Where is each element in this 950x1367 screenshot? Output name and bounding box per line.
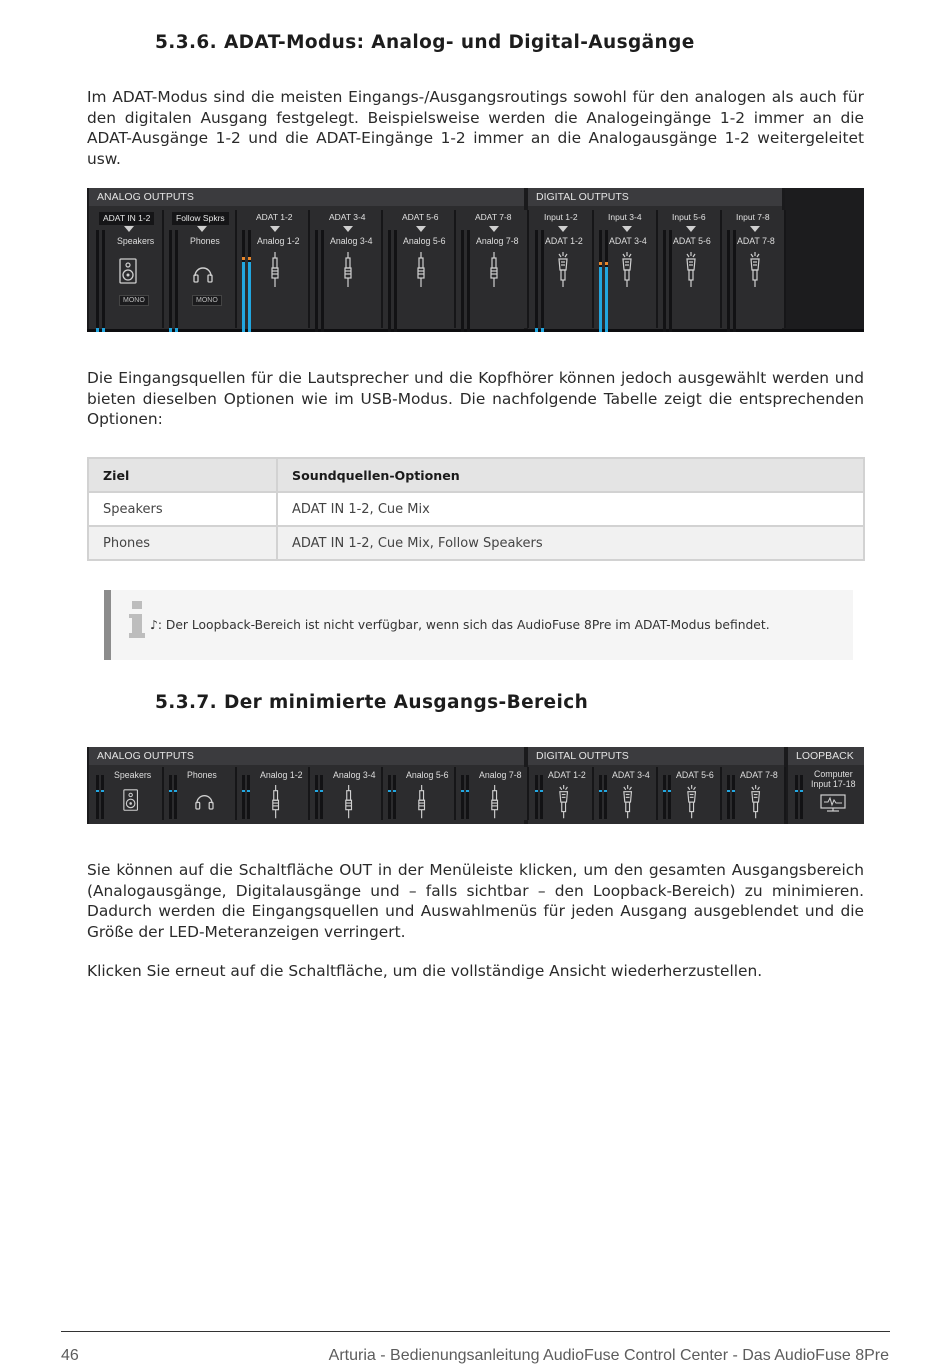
source-selector[interactable]: ADAT IN 1-2 [99, 212, 154, 225]
channel-name: Analog 7-8 [479, 770, 522, 780]
channel-meter-peak [605, 262, 608, 265]
dropdown-arrow-icon [124, 226, 134, 232]
loopback-name-line2: Input 17-18 [811, 779, 856, 789]
meter-level-dot [315, 790, 318, 792]
dropdown-arrow-icon [270, 226, 280, 232]
restore-paragraph: Klicken Sie erneut auf die Schaltfläche, um die vollständige Ansicht wiederherzustellen. [87, 962, 763, 980]
table-row [88, 492, 864, 526]
channel-meter [101, 775, 104, 819]
info-note-text: ♪: Der Loopback-Bereich ist nicht verfügbar, wenn sich das AudioFuse 8Pre im ADAT-Modus befindet. [150, 618, 770, 632]
channel-meter [461, 230, 464, 332]
output-strip-min [722, 767, 786, 820]
output-strip-min [237, 767, 310, 820]
meter-level-dot [727, 790, 730, 792]
channel-meter [321, 230, 324, 332]
source-selector[interactable]: ADAT 7-8 [475, 212, 512, 222]
output-strip-min [530, 767, 594, 820]
output-mixer-minimized [87, 747, 864, 824]
output-strip [530, 210, 594, 328]
output-strip [383, 210, 456, 328]
meter-level-dot [101, 790, 104, 792]
channel-name: Speakers [117, 236, 155, 246]
channel-meter [169, 775, 172, 819]
meter-level-dot [599, 790, 602, 792]
jack-plug-icon [488, 785, 501, 819]
output-strip [658, 210, 722, 328]
dropdown-arrow-icon [416, 226, 426, 232]
channel-meter [393, 775, 396, 819]
channel-meter-fill [248, 262, 251, 332]
loopback-name-line1: Computer [814, 769, 853, 779]
channel-meter [800, 775, 803, 819]
loopback-strip-min [790, 767, 862, 820]
channel-meter [248, 230, 251, 332]
channel-meter [663, 230, 666, 332]
channel-meter [388, 230, 391, 332]
channel-meter [467, 230, 470, 332]
dropdown-arrow-icon [343, 226, 353, 232]
channel-meter [669, 230, 672, 332]
channel-name: ADAT 7-8 [740, 770, 778, 780]
footer-rule [61, 1331, 890, 1332]
channel-meter [394, 230, 397, 332]
meter-level-dot [668, 790, 671, 792]
channel-name: ADAT 3-4 [612, 770, 650, 780]
computer-monitor-icon [820, 794, 846, 812]
source-selector[interactable]: ADAT 5-6 [402, 212, 439, 222]
source-selector[interactable]: Input 1-2 [544, 212, 578, 222]
channel-meter-fill [541, 328, 544, 332]
table-cell: Phones [88, 526, 277, 560]
meter-level-dot [174, 790, 177, 792]
meter-level-dot [393, 790, 396, 792]
output-strip [594, 210, 658, 328]
channel-meter [175, 230, 178, 332]
section-heading-minimized: 5.3.7. Der minimierte Ausgangs-Bereich [155, 692, 589, 713]
channel-meter-peak [242, 257, 245, 260]
mono-toggle[interactable]: MONO [192, 295, 222, 306]
channel-meter [795, 775, 798, 819]
output-strip-min [383, 767, 456, 820]
empty-area [785, 188, 864, 332]
channel-meter [388, 775, 391, 819]
dropdown-arrow-icon [686, 226, 696, 232]
rca-jack-icon [749, 785, 762, 819]
channel-meter [541, 230, 544, 332]
jack-plug-icon [487, 252, 501, 288]
jack-plug-icon [414, 252, 428, 288]
meter-level-dot [535, 790, 538, 792]
panel-bottom-edge [87, 329, 864, 332]
meter-level-dot [466, 790, 469, 792]
channel-meter [540, 775, 543, 819]
channel-meter [732, 775, 735, 819]
info-icon [127, 600, 147, 640]
channel-name: Analog 3-4 [333, 770, 376, 780]
jack-plug-icon [415, 785, 428, 819]
channel-meter [315, 775, 318, 819]
channel-name: Phones [190, 236, 220, 246]
channel-name: Analog 1-2 [260, 770, 303, 780]
channel-meter [668, 775, 671, 819]
digital-outputs-title-min: DIGITAL OUTPUTS [528, 747, 784, 765]
channel-name: Analog 1-2 [257, 236, 300, 246]
table-header-row [88, 458, 864, 492]
meter-level-dot [169, 790, 172, 792]
channel-meter [535, 230, 538, 332]
channel-name: ADAT 1-2 [545, 236, 583, 246]
source-selector[interactable]: ADAT 1-2 [256, 212, 293, 222]
channel-meter [466, 775, 469, 819]
digital-outputs-title: DIGITAL OUTPUTS [528, 188, 782, 206]
footer-title: Arturia - Bedienungsanleitung AudioFuse Control Center - Das AudioFuse 8Pre [328, 1347, 889, 1364]
output-strip [722, 210, 786, 328]
output-strip-min [456, 767, 529, 820]
channel-meter [535, 775, 538, 819]
channel-meter-peak [248, 257, 251, 260]
rca-jack-icon [557, 785, 570, 819]
channel-meter [604, 775, 607, 819]
channel-name: ADAT 1-2 [548, 770, 586, 780]
jack-plug-icon [268, 252, 282, 288]
speaker-icon [119, 258, 137, 284]
channel-meter [315, 230, 318, 332]
output-strip-min [164, 767, 237, 820]
channel-meter [605, 230, 608, 332]
channel-meter [96, 230, 99, 332]
rca-jack-icon [621, 785, 634, 819]
channel-meter [599, 230, 602, 332]
jack-plug-icon [341, 252, 355, 288]
output-strip-min [594, 767, 658, 820]
output-strip [164, 210, 237, 328]
source-selector[interactable]: Input 7-8 [736, 212, 770, 222]
sources-paragraph: Die Eingangsquellen für die Lautsprecher und die Kopfhörer können jedoch ausgewählt werden und bieten dieselben Optionen wie im USB-Modus. Die nachfolgende Tabelle zeigt die entsprechenden Optionen: [87, 369, 864, 429]
channel-meter-fill [599, 267, 602, 332]
meter-level-dot [795, 790, 798, 792]
analog-outputs-title: ANALOG OUTPUTS [89, 188, 524, 206]
channel-meter [169, 230, 172, 332]
sources-table [87, 457, 865, 561]
channel-name: Analog 7-8 [476, 236, 519, 246]
meter-level-dot [388, 790, 391, 792]
meter-level-dot [663, 790, 666, 792]
channel-meter [247, 775, 250, 819]
minimize-paragraph: Sie können auf die Schaltfläche OUT in der Menüleiste klicken, um den gesamten Ausgangsbereich (Analogausgänge, Digitalausgänge und – falls sichtbar – den Loopback-Bereich) zu minimieren. Dadurch werden die Eingangsquellen und Auswahlmenüs für jeden Ausgang ausgeblendet und die Größe der LED-Meteranzeigen verringert. [87, 861, 864, 941]
dropdown-arrow-icon [622, 226, 632, 232]
table-header-options: Soundquellen-Optionen [277, 458, 864, 492]
output-strip [91, 210, 164, 328]
meter-level-dot [540, 790, 543, 792]
jack-plug-icon [342, 785, 355, 819]
channel-name: Analog 5-6 [403, 236, 446, 246]
mono-toggle[interactable]: MONO [119, 295, 149, 306]
output-strip [456, 210, 529, 328]
jack-plug-icon [269, 785, 282, 819]
page-number: 46 [61, 1347, 79, 1364]
dropdown-arrow-icon [558, 226, 568, 232]
meter-level-dot [800, 790, 803, 792]
channel-name: Phones [187, 770, 217, 780]
channel-meter-fill [605, 267, 608, 332]
loopback-title-min: LOOPBACK [788, 747, 864, 765]
rca-jack-icon [684, 252, 698, 288]
channel-meter-fill [535, 328, 538, 332]
channel-meter [663, 775, 666, 819]
adat-mode-paragraph: Im ADAT-Modus sind die meisten Eingangs-/Ausgangsroutings sowohl für den analogen als auch für den digitalen Ausgang festgelegt. Beispielsweise werden die Analogeingänge 1-2 immer an die ADAT-Ausgänge 1-2 und die ADAT-Eingänge 1-2 immer an die Analogausgänge 1-2 weitergeleitet usw. [87, 88, 864, 168]
dropdown-arrow-icon [750, 226, 760, 232]
rca-jack-icon [556, 252, 570, 288]
channel-meter [242, 230, 245, 332]
channel-meter-fill [102, 328, 105, 332]
headphones-icon [194, 790, 215, 811]
channel-meter [733, 230, 736, 332]
table-cell: ADAT IN 1-2, Cue Mix, Follow Speakers [277, 526, 864, 560]
channel-meter [320, 775, 323, 819]
channel-meter [461, 775, 464, 819]
channel-name: ADAT 7-8 [737, 236, 775, 246]
meter-level-dot [320, 790, 323, 792]
channel-meter [242, 775, 245, 819]
meter-level-dot [461, 790, 464, 792]
source-selector[interactable]: Input 5-6 [672, 212, 706, 222]
output-strip-min [658, 767, 722, 820]
channel-meter [96, 775, 99, 819]
channel-name: Speakers [114, 770, 152, 780]
channel-meter-fill [175, 328, 178, 332]
channel-meter [599, 775, 602, 819]
channel-name: ADAT 5-6 [676, 770, 714, 780]
section-heading-adat-mode: 5.3.6. ADAT-Modus: Analog- und Digital-Ausgänge [155, 32, 695, 53]
channel-name: Analog 3-4 [330, 236, 373, 246]
channel-meter [727, 775, 730, 819]
headphones-icon [192, 262, 214, 284]
channel-name: Analog 5-6 [406, 770, 449, 780]
channel-name: ADAT 3-4 [609, 236, 647, 246]
meter-level-dot [247, 790, 250, 792]
channel-meter [102, 230, 105, 332]
meter-level-dot [732, 790, 735, 792]
source-selector[interactable]: Input 3-4 [608, 212, 642, 222]
table-row [88, 526, 864, 560]
meter-level-dot [242, 790, 245, 792]
meter-level-dot [604, 790, 607, 792]
table-header-target: Ziel [88, 458, 277, 492]
analog-outputs-title-min: ANALOG OUTPUTS [89, 747, 524, 765]
rca-jack-icon [748, 252, 762, 288]
channel-name: ADAT 5-6 [673, 236, 711, 246]
table-cell: Speakers [88, 492, 277, 526]
source-selector[interactable]: ADAT 3-4 [329, 212, 366, 222]
channel-meter-fill [242, 262, 245, 332]
rca-jack-icon [620, 252, 634, 288]
channel-meter [727, 230, 730, 332]
rca-jack-icon [685, 785, 698, 819]
speaker-icon [123, 789, 138, 811]
output-mixer-full [87, 188, 864, 332]
table-cell: ADAT IN 1-2, Cue Mix [277, 492, 864, 526]
channel-meter-fill [169, 328, 172, 332]
output-strip [237, 210, 310, 328]
dropdown-arrow-icon [197, 226, 207, 232]
dropdown-arrow-icon [489, 226, 499, 232]
channel-meter-peak [599, 262, 602, 265]
meter-level-dot [96, 790, 99, 792]
output-strip-min [91, 767, 164, 820]
output-strip [310, 210, 383, 328]
channel-meter-fill [96, 328, 99, 332]
source-selector[interactable]: Follow Spkrs [172, 212, 229, 225]
output-strip-min [310, 767, 383, 820]
channel-meter [174, 775, 177, 819]
